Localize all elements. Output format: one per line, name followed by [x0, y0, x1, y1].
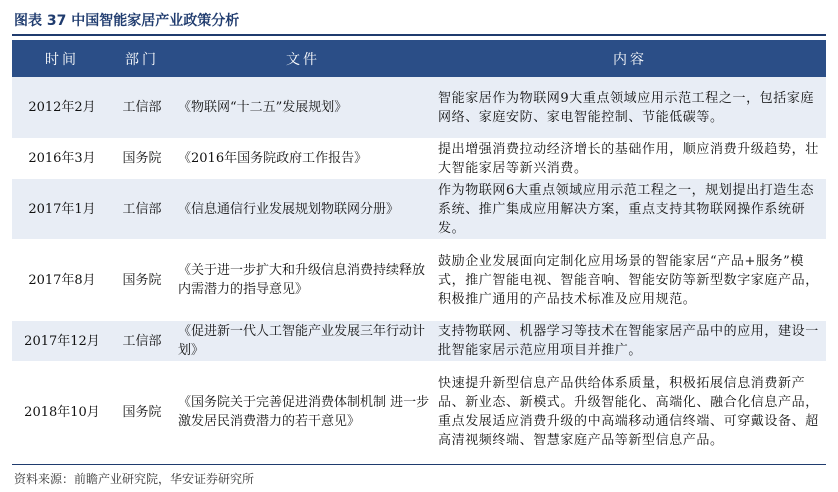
- header-dept: 部门: [112, 40, 172, 77]
- title-divider: [12, 34, 826, 36]
- cell-dept: 国务院: [112, 239, 172, 321]
- cell-date: 2017年12月: [12, 321, 112, 361]
- cell-dept: 国务院: [112, 138, 172, 179]
- cell-date: 2018年10月: [12, 361, 112, 463]
- header-content: 内容: [434, 40, 826, 77]
- table-row: [12, 239, 826, 321]
- header-file: 文件: [172, 40, 434, 77]
- figure-title: 图表 37 中国智能家居产业政策分析: [14, 13, 240, 29]
- header-date: 时间: [12, 40, 112, 77]
- cell-dept: 工信部: [112, 179, 172, 239]
- table-bottom-divider: [12, 464, 826, 465]
- table-row: [12, 179, 826, 239]
- cell-dept: 国务院: [112, 361, 172, 463]
- cell-file: 《促进新一代人工智能产业发展三年行动计划》: [172, 321, 434, 361]
- cell-dept: 工信部: [112, 321, 172, 361]
- table-header-row: [12, 40, 826, 77]
- source-note: 资料来源：前瞻产业研究院，华安证券研究所: [14, 472, 255, 486]
- table-row: [12, 138, 826, 179]
- cell-date: 2012年2月: [12, 77, 112, 138]
- cell-content: 作为物联网6大重点领域应用示范工程之一，规划提出打造生态系统、推广集成应用解决方案，重点支持其物联网操作系统研发。: [434, 179, 826, 239]
- cell-content: 快速提升新型信息产品供给体系质量，积极拓展信息消费新产品、新业态、新模式。升级智能化、高端化、融合化信息产品，重点发展适应消费升级的中高端移动通信终端、可穿戴设备、超高清视频终端、智慧家庭产品等新型信息产品。: [434, 361, 826, 463]
- policy-table: [12, 40, 826, 463]
- cell-file: 《2016年国务院政府工作报告》: [172, 138, 434, 179]
- table-row: [12, 361, 826, 463]
- cell-file: 《信息通信行业发展规划物联网分册》: [172, 179, 434, 239]
- cell-date: 2017年8月: [12, 239, 112, 321]
- cell-file: 《国务院关于完善促进消费体制机制 进一步激发居民消费潜力的若干意见》: [172, 361, 434, 463]
- table-row: [12, 77, 826, 138]
- cell-date: 2016年3月: [12, 138, 112, 179]
- table-row: [12, 321, 826, 361]
- cell-file: 《物联网“十二五”发展规划》: [172, 77, 434, 138]
- cell-file: 《关于进一步扩大和升级信息消费持续释放内需潜力的指导意见》: [172, 239, 434, 321]
- cell-content: 支持物联网、机器学习等技术在智能家居产品中的应用，建设一批智能家居示范应用项目并推广。: [434, 321, 826, 361]
- cell-date: 2017年1月: [12, 179, 112, 239]
- cell-content: 鼓励企业发展面向定制化应用场景的智能家居“产品+服务”模式，推广智能电视、智能音响、智能安防等新型数字家庭产品，积极推广通用的产品技术标准及应用规范。: [434, 239, 826, 321]
- cell-content: 智能家居作为物联网9大重点领域应用示范工程之一，包括家庭网络、家庭安防、家电智能控制、节能低碳等。: [434, 77, 826, 138]
- cell-content: 提出增强消费拉动经济增长的基础作用，顺应消费升级趋势，壮大智能家居等新兴消费。: [434, 138, 826, 179]
- cell-dept: 工信部: [112, 77, 172, 138]
